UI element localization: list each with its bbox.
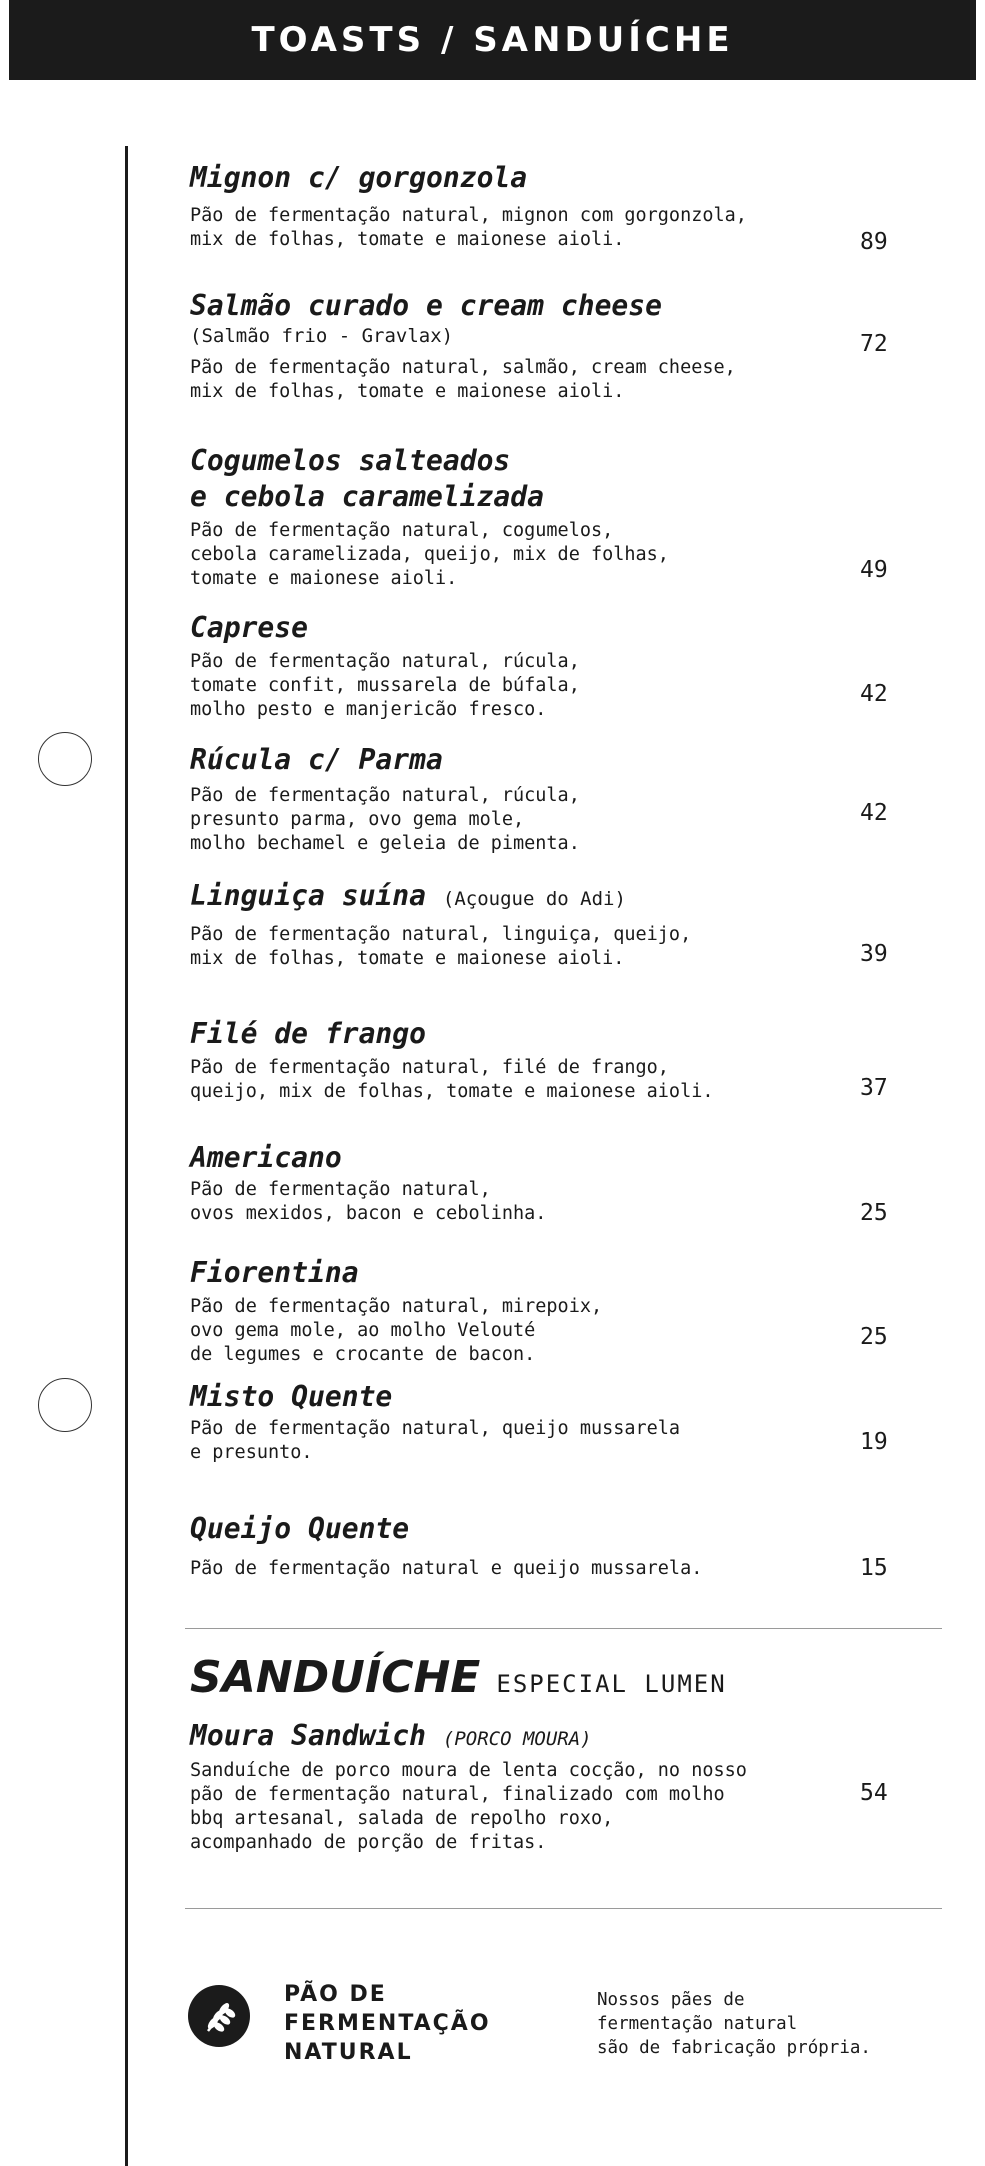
item-name: Americano [190, 1141, 342, 1174]
item-name: Cogumelos salteados e cebola caramelizada [190, 444, 545, 513]
menu-item-cogumelos [190, 443, 830, 591]
item-name: Queijo Quente [190, 1512, 410, 1545]
item-name: Moura Sandwich [190, 1719, 427, 1752]
item-description: Pão de fermentação natural, mirepoix, ovo gema mole, ao molho Velouté de legumes e crocante de bacon. [190, 1296, 603, 1365]
item-price: 39 [860, 941, 888, 967]
item-price: 25 [860, 1324, 888, 1350]
footer-title: PÃO DE FERMENTAÇÃO NATURAL [284, 1982, 491, 2065]
item-description: Pão de fermentação natural, salmão, cream cheese, mix de folhas, tomate e maionese aioli. [190, 357, 736, 402]
menu-item-fiorentina [190, 1255, 830, 1367]
item-description: Pão de fermentação natural, queijo mussarela e presunto. [190, 1418, 681, 1463]
item-name: Filé de frango [190, 1017, 427, 1050]
item-description: Pão de fermentação natural, filé de frango, queijo, mix de folhas, tomate e maionese aioli. [190, 1057, 714, 1102]
item-name: Fiorentina [190, 1256, 359, 1289]
item-name: Salmão curado e cream cheese [190, 289, 663, 322]
item-name: Mignon c/ gorgonzola [190, 161, 528, 194]
item-name: Linguiça suína [190, 879, 427, 912]
item-description: Sanduíche de porco moura de lenta cocção, no nosso pão de fermentação natural, finalizado com molho bbq artesanal, salada de repolho roxo, acompanhado de porção de fritas. [190, 1760, 747, 1853]
item-price: 42 [860, 681, 888, 707]
item-price: 15 [860, 1555, 888, 1581]
item-price: 89 [860, 229, 888, 255]
item-name: Rúcula c/ Parma [190, 743, 443, 776]
wheat-icon [188, 1985, 250, 2047]
menu-item-mignon [190, 160, 830, 252]
section-divider [185, 1628, 942, 1629]
menu-item-file-frango [190, 1016, 830, 1104]
menu-item-linguica [190, 878, 830, 971]
item-note: (Açougue do Adi) [442, 888, 626, 910]
menu-item-salmao [190, 288, 830, 404]
item-subtitle: (Salmão frio - Gravlax) [190, 325, 454, 347]
special-title-main: SANDUÍCHE [190, 1652, 481, 1703]
item-description: Pão de fermentação natural, ovos mexidos, bacon e cebolinha. [190, 1179, 547, 1224]
item-price: 72 [860, 331, 888, 357]
binder-hole [38, 1378, 92, 1432]
item-description: Pão de fermentação natural, linguiça, queijo, mix de folhas, tomate e maionese aioli. [190, 924, 692, 969]
item-description: Pão de fermentação natural, rúcula, tomate confit, mussarela de búfala, molho pesto e manjericão fresco. [190, 651, 580, 720]
item-price: 25 [860, 1200, 888, 1226]
footer-note: Nossos pães de fermentação natural são de fabricação própria. [597, 1990, 871, 2058]
section-divider [185, 1908, 942, 1909]
menu-item-moura-sandwich [190, 1718, 830, 1855]
item-price: 49 [860, 557, 888, 583]
page-header [9, 0, 976, 80]
item-name: Misto Quente [190, 1380, 393, 1413]
menu-item-americano [190, 1140, 830, 1226]
item-description: Pão de fermentação natural, cogumelos, cebola caramelizada, queijo, mix de folhas, tomate e maionese aioli. [190, 520, 669, 589]
item-price: 37 [860, 1075, 888, 1101]
special-section-title [190, 1652, 727, 1703]
menu-item-queijo-quente [190, 1511, 830, 1581]
page-title: TOASTS / SANDUÍCHE [251, 20, 734, 60]
menu-item-rucula [190, 742, 830, 856]
item-price: 19 [860, 1429, 888, 1455]
binder-hole [38, 732, 92, 786]
item-name: Caprese [190, 611, 309, 644]
menu-item-caprese [190, 610, 830, 722]
item-description: Pão de fermentação natural, mignon com gorgonzola, mix de folhas, tomate e maionese aioli. [190, 205, 747, 250]
item-price: 54 [860, 1780, 888, 1806]
special-title-sub: ESPECIAL LUMEN [496, 1670, 727, 1698]
binding-line [125, 146, 128, 2166]
item-note: (PORCO MOURA) [442, 1728, 592, 1750]
item-price: 42 [860, 800, 888, 826]
item-description: Pão de fermentação natural, rúcula, presunto parma, ovo gema mole, molho bechamel e geleia de pimenta. [190, 785, 580, 854]
menu-item-misto-quente [190, 1379, 830, 1465]
item-description: Pão de fermentação natural e queijo mussarela. [190, 1558, 703, 1579]
